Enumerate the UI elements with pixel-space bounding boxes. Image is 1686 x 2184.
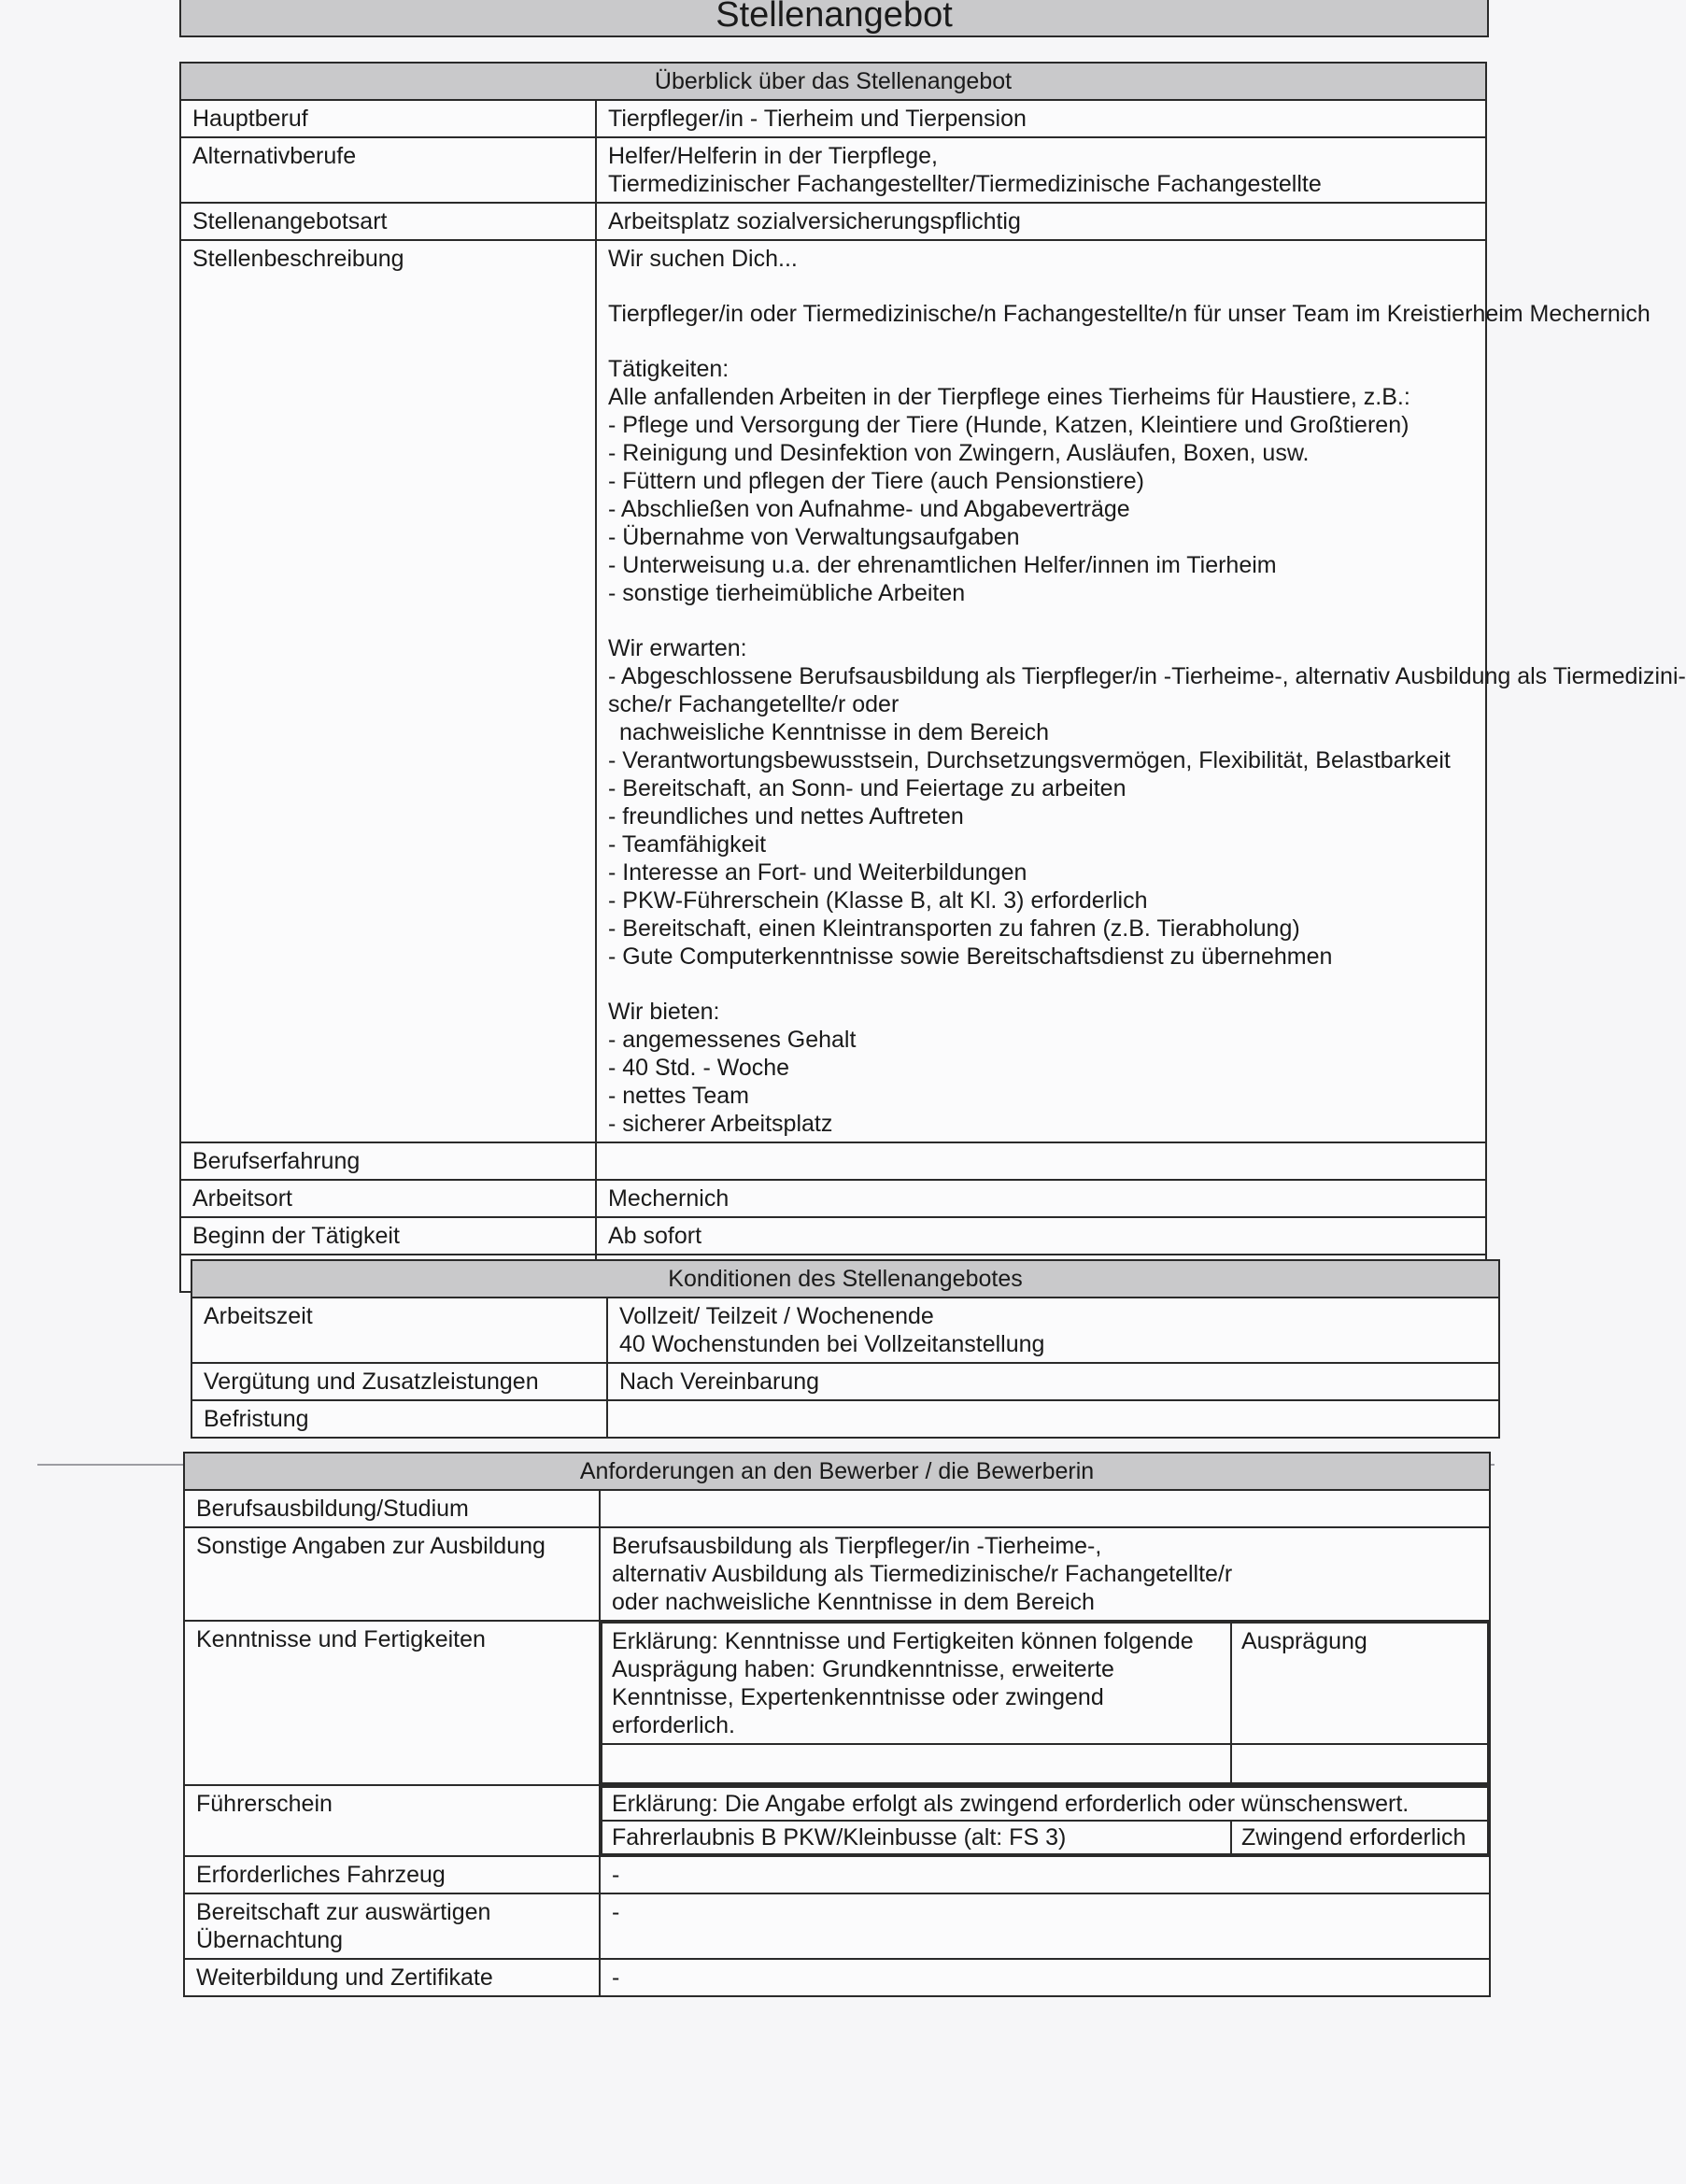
studium-value (600, 1490, 1490, 1527)
desc-list-item: - sicherer Arbeitsplatz (608, 1111, 833, 1137)
berufserfahrung-value (596, 1142, 1486, 1180)
berufserfahrung-label: Berufserfahrung (180, 1142, 596, 1180)
arbeitszeit-value (607, 1298, 1499, 1363)
desc-list-item: sche/r Fachangetellte/r oder (608, 691, 900, 717)
arbeitszeit-label: Arbeitszeit (191, 1298, 607, 1363)
konditionen-header: Konditionen des Stellenangebotes (191, 1260, 1499, 1298)
sonstige-ausbildung-label: Sonstige Angaben zur Ausbildung (184, 1527, 600, 1621)
kenntnisse-cell (600, 1621, 1490, 1785)
fuehrerschein-label: Führerschein (184, 1785, 600, 1856)
desc-list-item: - angemessenes Gehalt (608, 1027, 857, 1053)
hauptberuf-value: Tierpfleger/in - Tierheim und Tierpension (596, 100, 1486, 137)
overview-section (179, 62, 1686, 1293)
kenntnisse-empty-cell (602, 1744, 1231, 1783)
befristung-label: Befristung (191, 1400, 607, 1438)
overview-table (179, 62, 1686, 1293)
desc-erwarten-heading: Wir erwarten: (608, 635, 747, 661)
page-title: Stellenangebot (179, 0, 1489, 37)
desc-intro: Wir suchen Dich... (608, 246, 798, 272)
auspraegung-empty-cell (1231, 1744, 1488, 1783)
verguetung-label: Vergütung und Zusatzleistungen (191, 1363, 607, 1400)
desc-bieten-heading: Wir bieten: (608, 999, 720, 1025)
desc-list-item: - Abschließen von Aufnahme- und Abgabeverträge (608, 496, 1130, 522)
sonstige-line-2: alternativ Ausbildung als Tiermedizinische/r Fachangetellte/r (612, 1561, 1233, 1587)
sonstige-line-3: oder nachweisliche Kenntnisse in dem Bereich (612, 1589, 1095, 1615)
desc-list-item: - Bereitschaft, an Sonn- und Feiertage zu arbeiten (608, 775, 1126, 801)
desc-list-item: - Füttern und pflegen der Tiere (auch Pensionstiere) (608, 468, 1144, 494)
fuehrerschein-value: Fahrerlaubnis B PKW/Kleinbusse (alt: FS 3) (602, 1821, 1231, 1854)
stellenbeschreibung-label: Stellenbeschreibung (180, 240, 596, 1142)
anforderungen-table (183, 1452, 1491, 1997)
alternativberufe-line-1: Helfer/Helferin in der Tierpflege, (608, 143, 938, 169)
desc-list-item: - Bereitschaft, einen Kleintransporten zu fahren (z.B. Tierabholung) (608, 915, 1300, 942)
sonstige-ausbildung-value (600, 1527, 1490, 1621)
desc-list-item: - Interesse an Fort- und Weiterbildungen (608, 859, 1027, 886)
desc-list-item: - Übernahme von Verwaltungsaufgaben (608, 524, 1020, 550)
hauptberuf-label: Hauptberuf (180, 100, 596, 137)
konditionen-section (191, 1259, 1500, 1439)
alternativberufe-label: Alternativberufe (180, 137, 596, 203)
auswaertig-label: Bereitschaft zur auswärtigen Übernachtung (184, 1893, 600, 1959)
kenntnisse-explanation: Erklärung: Kenntnisse und Fertigkeiten können folgende Ausprägung haben: Grundkenntnisse, erweiterte Kenntnisse, Expertenkenntnisse oder zwingend erforderlich. (602, 1623, 1231, 1744)
anforderungen-header: Anforderungen an den Bewerber / die Bewerberin (184, 1453, 1490, 1490)
fahrzeug-value: - (600, 1856, 1490, 1893)
desc-list-item: - Pflege und Versorgung der Tiere (Hunde, Katzen, Kleintiere und Großtieren) (608, 412, 1410, 438)
arbeitsort-label: Arbeitsort (180, 1180, 596, 1217)
verguetung-value: Nach Vereinbarung (607, 1363, 1499, 1400)
konditionen-table (191, 1259, 1500, 1439)
weiterbildung-value: - (600, 1959, 1490, 1996)
desc-list-item: nachweisliche Kenntnisse in dem Bereich (619, 719, 1049, 745)
befristung-value (607, 1400, 1499, 1438)
desc-title: Tierpfleger/in oder Tiermedizinische/n Fachangestellte/n für unser Team im Kreistierheim Mechernich (608, 301, 1651, 327)
desc-list-item: - sonstige tierheimübliche Arbeiten (608, 580, 966, 606)
fuehrerschein-level: Zwingend erforderlich (1231, 1821, 1488, 1854)
desc-list-item: - Teamfähigkeit (608, 831, 767, 858)
desc-list-item: - Verantwortungsbewusstsein, Durchsetzungsvermögen, Flexibilität, Belastbarkeit (608, 747, 1451, 773)
arbeitszeit-line-1: Vollzeit/ Teilzeit / Wochenende (619, 1303, 934, 1329)
sonstige-line-1: Berufsausbildung als Tierpfleger/in -Tierheime-, (612, 1533, 1102, 1559)
fuehrerschein-inner-table (601, 1786, 1489, 1855)
desc-taetigkeiten-heading: Tätigkeiten: (608, 356, 730, 382)
stellenbeschreibung-text (596, 240, 1686, 1142)
desc-taetigkeiten-intro: Alle anfallenden Arbeiten in der Tierpflege eines Tierheims für Haustiere, z.B.: (608, 384, 1410, 410)
overview-header: Überblick über das Stellenangebot (180, 63, 1486, 100)
alternativberufe-line-2: Tiermedizinischer Fachangestellter/Tiermedizinische Fachangestellte (608, 171, 1322, 197)
weiterbildung-label: Weiterbildung und Zertifikate (184, 1959, 600, 1996)
alternativberufe-value (596, 137, 1486, 203)
fahrzeug-label: Erforderliches Fahrzeug (184, 1856, 600, 1893)
desc-list-item: - nettes Team (608, 1083, 750, 1109)
arbeitsort-value: Mechernich (596, 1180, 1486, 1217)
stellenangebotsart-value: Arbeitsplatz sozialversicherungspflichtig (596, 203, 1486, 240)
arbeitszeit-line-2: 40 Wochenstunden bei Vollzeitanstellung (619, 1331, 1045, 1357)
kenntnisse-label: Kenntnisse und Fertigkeiten (184, 1621, 600, 1785)
studium-label: Berufsausbildung/Studium (184, 1490, 600, 1527)
desc-list-item: - Unterweisung u.a. der ehrenamtlichen Helfer/innen im Tierheim (608, 552, 1277, 578)
desc-list-item: - 40 Std. - Woche (608, 1055, 790, 1081)
desc-list-item: - Reinigung und Desinfektion von Zwingern, Ausläufen, Boxen, usw. (608, 440, 1310, 466)
kenntnisse-inner-table (601, 1622, 1489, 1784)
anforderungen-section (183, 1452, 1491, 1997)
fuehrerschein-cell (600, 1785, 1490, 1856)
desc-list-item: - freundliches und nettes Auftreten (608, 803, 964, 830)
desc-list-item: - PKW-Führerschein (Klasse B, alt Kl. 3) erforderlich (608, 887, 1148, 914)
stellenangebotsart-label: Stellenangebotsart (180, 203, 596, 240)
beginn-label: Beginn der Tätigkeit (180, 1217, 596, 1255)
desc-list-item: - Gute Computerkenntnisse sowie Bereitschaftsdienst zu übernehmen (608, 943, 1333, 970)
auswaertig-value: - (600, 1893, 1490, 1959)
fuehrerschein-explanation: Erklärung: Die Angabe erfolgt als zwingend erforderlich oder wünschenswert. (602, 1787, 1488, 1821)
desc-list-item: - Abgeschlossene Berufsausbildung als Tierpfleger/in -Tierheime-, alternativ Ausbildung als Tiermedizini- (608, 663, 1686, 689)
beginn-value: Ab sofort (596, 1217, 1486, 1255)
auspraegung-label: Ausprägung (1231, 1623, 1488, 1744)
